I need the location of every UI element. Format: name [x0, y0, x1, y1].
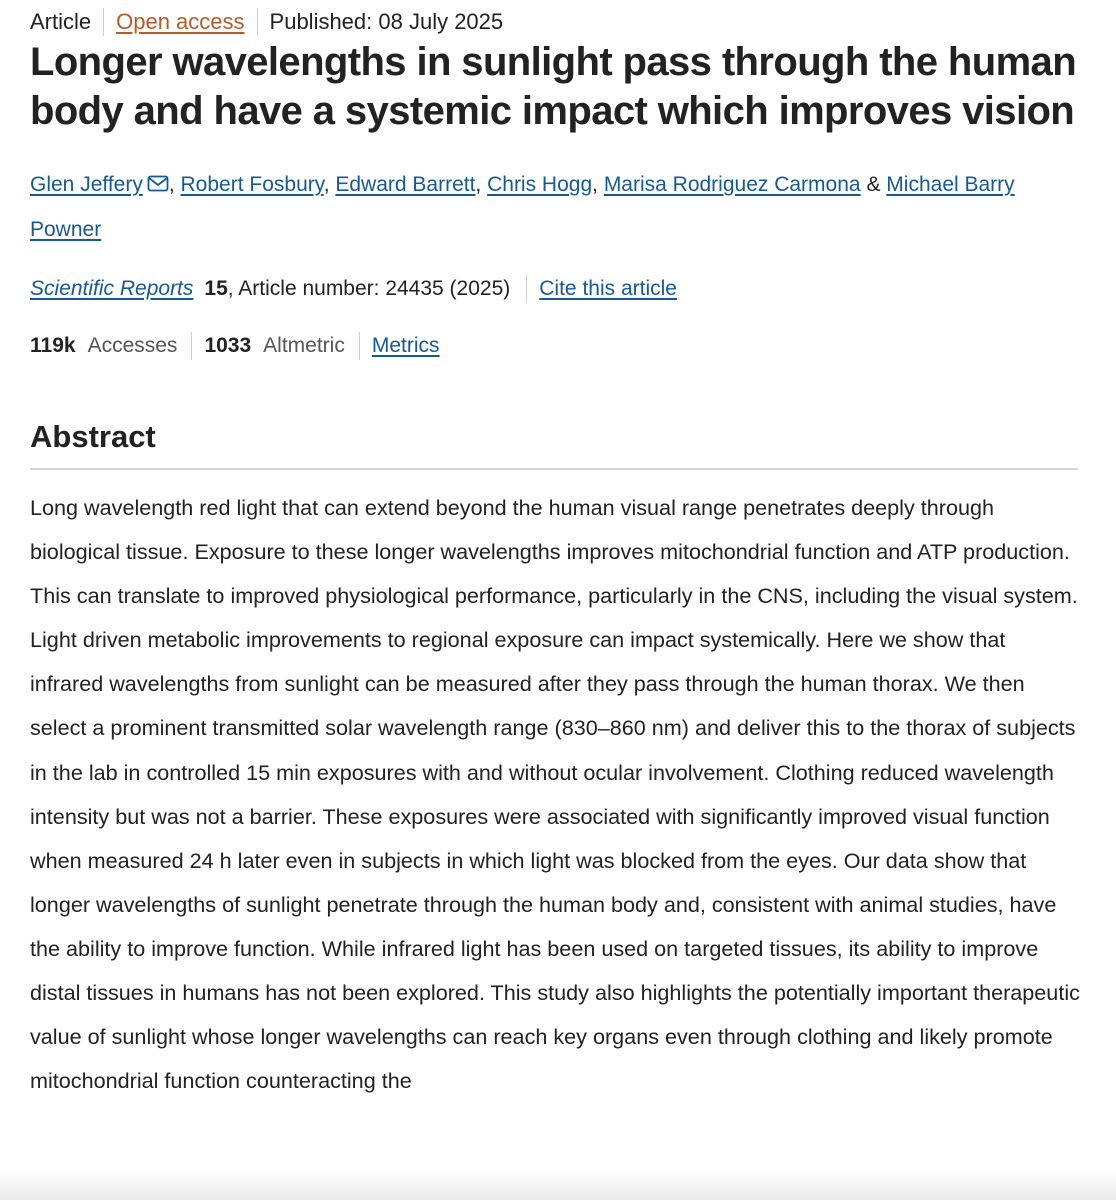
divider	[257, 8, 258, 36]
section-divider	[30, 468, 1078, 470]
author-link[interactable]: Edward Barrett	[335, 173, 476, 196]
published-date: Published: 08 July 2025	[269, 9, 504, 34]
divider	[191, 332, 192, 360]
open-access-link[interactable]: Open access	[116, 9, 245, 34]
divider	[526, 275, 527, 303]
accesses-count: 119k	[30, 334, 76, 357]
abstract-text: Long wavelength red light that can extend beyond the human visual range penetrates deeply through biological tissue. Exposure to these longer wavelengths improves mitochondrial function and ATP production. This can translate to improved physiological performance, particularly in the CNS, including the visual system. Light driven metabolic improvements to regional exposure can impact systemically. Here we show that infrared wavelengths from sunlight can be measured after they pass through the human thorax. We then select a prominent transmitted solar wavelength range (830–860 nm) and deliver this to the thorax of subjects in the lab in controlled 15 min exposures with and without ocular involvement. Clothing reduced wavelength intensity but was not a barrier. These exposures were associated with significantly improved visual function when measured 24 h later even in subjects in which light was blocked from the eyes. Our data show that longer wavelengths of sunlight penetrate through the human body and, consistent with animal studies, have the ability to improve function. While infrared light has been used on targeted tissues, its ability to improve distal tissues in humans has not been explored. This study also highlights the potentially important therapeutic value of sunlight whose longer wavelengths can reach key organs even through clothing and likely promote mitochondrial function counteracting the	[30, 495, 1080, 1094]
journal-volume: 15	[204, 277, 228, 300]
citation-row	[30, 273, 677, 305]
altmetric-label: Altmetric	[263, 334, 345, 357]
article-title: Longer wavelengths in sunlight pass through the human body and have a systemic impact which improves vision	[30, 40, 1077, 133]
author-link[interactable]: Michael Barry Powner	[30, 173, 1015, 241]
metrics-link[interactable]: Metrics	[371, 334, 440, 357]
article-meta-row	[30, 7, 503, 37]
author-link[interactable]: Chris Hogg	[487, 173, 593, 196]
article-number: , Article number: 24435 (2025)	[227, 277, 511, 300]
cite-this-article-link[interactable]: Cite this article	[539, 277, 677, 300]
bottom-fade	[0, 1170, 1116, 1200]
author-joiner: &	[866, 173, 881, 196]
author-link[interactable]: Glen Jeffery	[30, 173, 143, 196]
journal-link[interactable]: Scientific Reports	[30, 277, 194, 300]
author-link[interactable]: Robert Fosbury	[180, 173, 324, 196]
metrics-row	[30, 330, 440, 362]
accesses-label: Accesses	[87, 334, 178, 357]
altmetric-score: 1033	[204, 334, 252, 357]
mail-icon[interactable]	[147, 175, 169, 193]
abstract-heading: Abstract	[30, 419, 156, 454]
divider	[103, 8, 104, 36]
divider	[359, 332, 360, 360]
author-list: Glen Jeffery , Robert Fosbury, Edward Barrett, Chris Hogg, Marisa Rodriguez Carmona & Michael Barry Powner	[30, 173, 1015, 241]
author-link[interactable]: Marisa Rodriguez Carmona	[603, 173, 861, 196]
article-type: Article	[30, 9, 92, 34]
